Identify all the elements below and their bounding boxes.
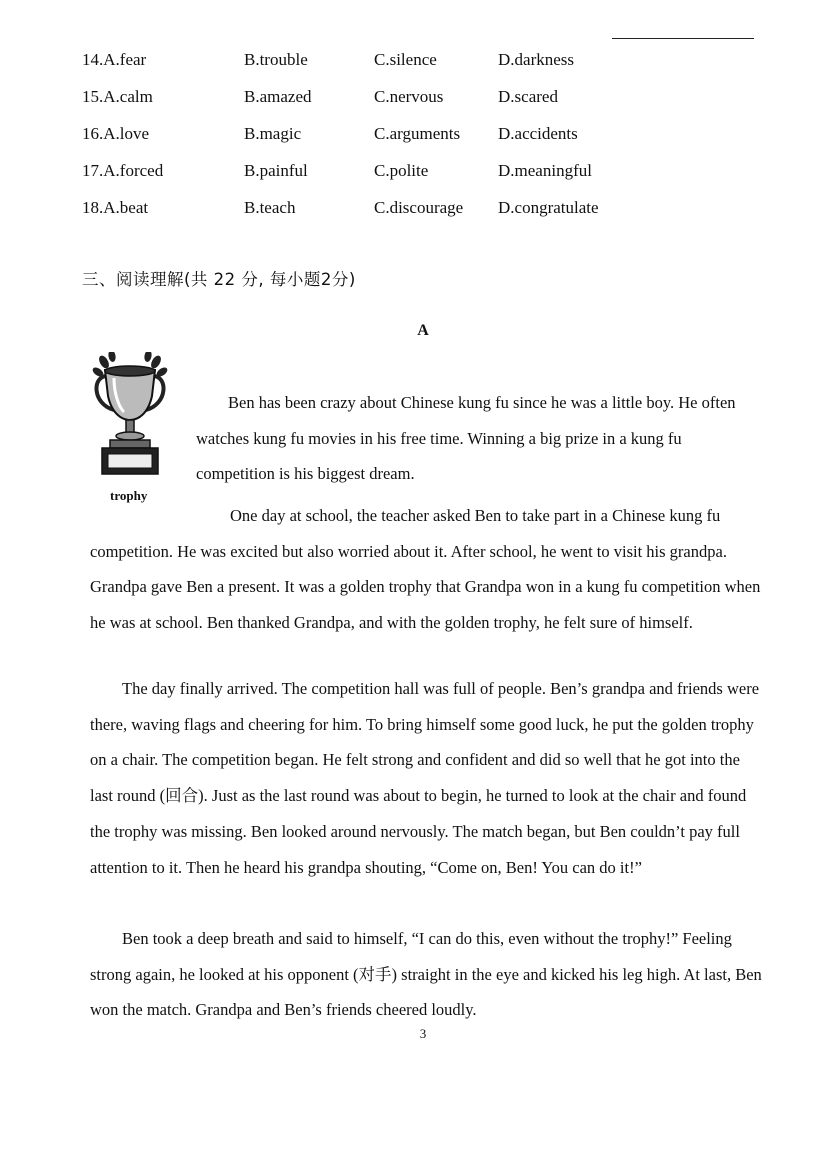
option-b: B.painful [244,161,308,180]
option-a: 14.A.fear [82,50,147,69]
option-row [82,196,762,233]
image-caption: trophy [110,488,148,503]
paragraph-text: The day finally arrived. The competition hall was full of people. Ben’s grandpa and friends were there, waving flags and cheering for him. To bring himself some good luck, he put the golden trophy on a chair. The competition began. He felt strong and confident and did so well that he got into the last round (回合). Just as the last round was about to begin, he turned to look at the chair and found the trophy was missing. Ben looked around nervously. The match began, but Ben couldn’t pay full attention to it. Then he heard his grandpa shouting, “Come on, Ben! You can do it!” [90,679,760,877]
paragraph-4 [90,921,762,1028]
option-b: B.trouble [244,50,308,69]
page-number: 3 [419,1026,427,1041]
option-a: 15.A.calm [82,87,153,106]
option-a: 17.A.forced [82,161,164,180]
option-b: B.amazed [244,87,312,106]
option-d: D.accidents [498,124,578,143]
paragraph-text: One day at school, the teacher asked Ben to take part in a Chinese kung fu competition. He was excited but also worried about it. After school, he went to visit his grandpa. Grandpa gave Ben a present. It was a golden trophy that Grandpa won in a kung fu competition when he was at school. Ben thanked Grandpa, and with the golden trophy, he felt sure of himself. [90,506,761,633]
option-row [82,159,762,196]
option-row [82,48,762,85]
paragraph-text: Ben took a deep breath and said to himself, “I can do this, even without the trophy!” Feeling strong again, he looked at his opponent (对手) straight in the eye and kicked his leg high. At last, Ben won the match. Grandpa and Ben’s friends cheered loudly. [90,929,762,1020]
option-d: D.meaningful [498,161,592,180]
paragraph-3 [90,671,762,885]
option-d: D.congratulate [498,198,599,217]
option-c: C.silence [374,50,437,69]
section-title: 三、阅读理解(共 22 分, 每小题2分) [82,270,356,289]
paragraph-2 [90,498,762,641]
option-a: 16.A.love [82,124,150,143]
paragraph-text: Ben has been crazy about Chinese kung fu since he was a little boy. He often watches kung fu movies in his free time. Winning a big prize in a kung fu competition is his biggest dream. [196,393,736,484]
option-b: B.magic [244,124,302,143]
option-b: B.teach [244,198,296,217]
option-c: C.arguments [374,124,461,143]
option-row [82,122,762,159]
trophy-icon [90,352,170,482]
answer-options [82,48,762,233]
paragraph-1 [196,385,758,492]
option-c: C.discourage [374,198,464,217]
option-a: 18.A.beat [82,198,149,217]
option-c: C.polite [374,161,429,180]
passage-label: A [417,322,429,339]
option-d: D.darkness [498,50,575,69]
option-row [82,85,762,122]
option-d: D.scared [498,87,558,106]
top-rule [612,38,754,39]
option-c: C.nervous [374,87,444,106]
